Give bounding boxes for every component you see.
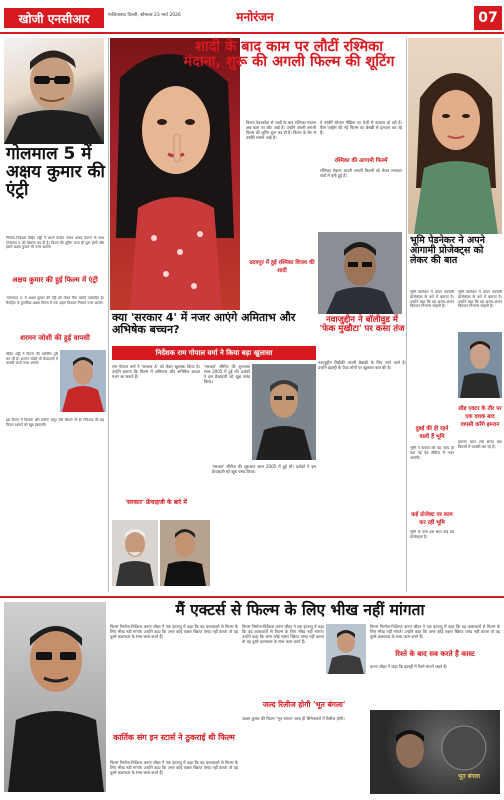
brand-logo: खोजी एनसीआर: [4, 8, 104, 28]
bottom-body-3: करण जौहर ने कहा कि इंडस्ट्री में रिश्ते मायने रखते हैं।: [370, 664, 448, 669]
bhumi-sub-imran: लीड एक्टर के तौर पर एक दशक बाद वापसी करेंगे इमरान: [458, 406, 502, 428]
bhumi-sub-dubai: दुबई की ही रहने वाली हैं भूमि: [415, 426, 449, 440]
bottom-body-2: अक्षय कुमार की फिल्म 'भूत बंगला' जल्द ही सिनेमाघरों में रिलीज होगी।: [242, 716, 345, 721]
bhumi-sub-projects: कई प्रोजेक्ट पर काम कर रहीं भूमि: [411, 512, 453, 526]
rashmika-photo: [110, 38, 240, 310]
center-body: विजय देवरकोंडा से शादी के बाद रश्मिका मंदाना अब काम पर लौट आई हैं। उन्होंने अपनी अगली फिल्म की शूटिंग शुरू कर दी है। फिल्म के सेट से तस्वीरें सामने आई हैं।: [246, 120, 316, 140]
amitabh-photo: [112, 520, 158, 586]
left-body-1: 'गोलमाल 5' में अक्षय कुमार की एंट्री को लेकर फैंस काफी उत्साहित हैं। रिपोर्ट्स के मुताबिक अक्षय फिल्म में एक अहम किरदार निभाते नजर आएंगे।: [6, 296, 104, 305]
bottom-body-c: फिल्म निर्माता-निर्देशक करण जौहर ने एक इंटरव्यू में कहा कि वह कलाकारों से फिल्म के लिए भीख नहीं मांगते। उन्होंने कहा कि अगर कोई एक्टर स्क्रिप्ट पसंद नहीं करता तो वह दूसरे कलाकार के साथ काम करते हैं।: [242, 624, 324, 644]
bottom-sub-bhoot: जल्द रिलीज होगी 'भूत बंगला': [262, 700, 346, 709]
imran-photo: [458, 332, 502, 398]
section-title: मनोरंजन: [236, 10, 274, 24]
abhishek-photo: [160, 520, 210, 586]
bhoot-bangla-poster: [370, 710, 500, 794]
karan-photo: [4, 602, 106, 792]
center-body-b: ये तस्वीरें सोशल मीडिया पर तेजी से वायरल हो रही हैं। फैंस एक्ट्रेस की नई फिल्म का बेसब्री से इंतजार कर रहे हैं।: [320, 120, 402, 135]
left-sub-sharman: शरमन जोशी की हुई वापसी: [20, 334, 90, 342]
bhumi-photo: [408, 38, 502, 234]
rgv-photo: [252, 364, 316, 460]
center-sub-films: रश्मिका की आगामी फिल्में: [334, 158, 388, 164]
left-body-2: रोहित शेट्टी ने फिल्म की कास्टिंग पूरी कर ली है। शरमन जोशी भी फ्रेंचाइजी में वापसी करते नजर आएंगे।: [6, 352, 58, 366]
sarkar-headline: क्या 'सरकार 4' में नजर आएंगे अमिताभ और अभिषेक बच्चन?: [112, 311, 296, 336]
bottom-sub-kartik: कार्तिक संग इन स्टार्स ने ठुकराई थी फिल्म: [113, 733, 235, 742]
bhumi-headline: भूमि पेडनेकर ने अपने आगामी प्रोजेक्ट्स को लेकर की बात: [410, 235, 485, 266]
bhumi-body-1: भूमि ने बताया कि वह जल्द ही एक नई वेब सीरीज में नजर आएंगी।: [410, 446, 454, 460]
poster-title: भूत बंगला: [457, 773, 481, 780]
center-body-2: रश्मिका मंदाना अपनी अगली फिल्मों को लेकर लगातार चर्चा में बनी हुई हैं।: [320, 168, 402, 178]
bottom-body-b: फिल्म निर्माता-निर्देशक करण जौहर ने एक इंटरव्यू में कहा कि वह कलाकारों से फिल्म के लिए भीख नहीं मांगते। उन्होंने कहा कि अगर कोई एक्टर स्क्रिप्ट पसंद नहीं करता तो वह दूसरे कलाकार के साथ काम करते हैं।: [110, 760, 238, 775]
left-sub-akshay: अक्षय कुमार की हुई फिल्म में एंट्री: [12, 276, 98, 284]
nawaz-body: नवाजुद्दीन सिद्दीकी अपनी बेबाकी के लिए जाने जाते हैं। उन्होंने इंडस्ट्री के फेक लोगों पर खुलकर बात की है।: [318, 360, 406, 370]
nawaz-photo: [318, 232, 402, 314]
page-number: 07: [474, 6, 502, 30]
bhumi-body-2: इमरान खान लंबे समय बाद फिल्मों में वापसी कर रहे हैं।: [458, 440, 502, 449]
bottom-headline: मैं एक्टर्स से फिल्म के लिए भीख नहीं मांगता: [175, 601, 425, 619]
nawaz-headline: नवाजुद्दीन ने बॉलीवुड में 'फेक मुखौटा' पर कसा तंज: [319, 315, 405, 334]
left-body-3: इस फिल्म में कियारा और करीना कपूर जैसे सितारे भी हैं। निर्देशक की यह फिल्म दर्शकों को खूब हंसाएगी।: [6, 418, 104, 427]
left-headline: गोलमाल 5 में अक्षय कुमार की एंट्री: [6, 144, 105, 200]
bhumi-body-b: भूमि पेडनेकर ने अपने आगामी प्रोजेक्ट्स के बारे में बताया है। उन्होंने कहा कि वह अलग-अलग किरदार निभाना चाहती हैं।: [458, 290, 502, 309]
bottom-body-d: फिल्म निर्माता-निर्देशक करण जौहर ने एक इंटरव्यू में कहा कि वह कलाकारों से फिल्म के लिए भीख नहीं मांगते। उन्होंने कहा कि अगर कोई एक्टर स्क्रिप्ट पसंद नहीं करता तो वह दूसरे कलाकार के साथ काम करते हैं।: [370, 624, 500, 639]
sarkar-body-2: 'सरकार' सीरीज की शुरुआत साल 2005 में हुई थी। दर्शकों ने इस फ्रेंचाइजी को खूब पसंद किया।: [204, 364, 250, 384]
bhumi-body-3: भूमि के पास इस साल कई बड़े प्रोजेक्ट्स हैं।: [410, 530, 454, 539]
bottom-body: फिल्म निर्माता-निर्देशक करण जौहर ने एक इंटरव्यू में कहा कि वह कलाकारों से फिल्म के लिए भीख नहीं मांगते। उन्होंने कहा कि अगर कोई एक्टर स्क्रिप्ट पसंद नहीं करता तो वह दूसरे कलाकार के साथ काम करते हैं।: [110, 624, 238, 639]
masthead: [0, 0, 504, 40]
date-line: गाजियाबाद दिल्ली, सोमवार 23 मार्च 2026: [108, 13, 181, 18]
sarkar-body-3: 'सरकार' सीरीज की शुरुआत साल 2005 में हुई थी। दर्शकों ने इस फ्रेंचाइजी को खूब पसंद किया।: [212, 464, 316, 474]
sharman-photo: [60, 350, 106, 412]
sarkar-body: राम गोपाल वर्मा ने 'सरकार 4' को लेकर खुलासा किया है। उन्होंने बताया कि फिल्म में अमिताभ और अभिषेक बच्चन नजर आ सकते हैं।: [112, 364, 200, 379]
bottom-sub-cast: रिश्ते के बाद सब करते हैं कास्ट: [395, 650, 475, 658]
center-headline: शादी के बाद काम पर लौटीं रश्मिका मंदाना, शुरू की अगली फिल्म की शूटिंग: [183, 39, 395, 71]
kartik-photo: [326, 624, 366, 674]
bhumi-body: भूमि पेडनेकर ने अपने आगामी प्रोजेक्ट्स के बारे में बताया है। उन्होंने कहा कि वह अलग-अलग किरदार निभाना चाहती हैं।: [410, 290, 454, 309]
left-lead-text: निर्माता-निर्देशक रोहित शेट्टी ने अपने फेवरेट एक्टर अजय देवगन के साथ गोलमाल 5 की घोषणा कर दी है। फिल्म की शूटिंग जल्द ही शुरू होगी और इसमें अक्षय कुमार भी नजर आएंगे।: [6, 236, 104, 250]
center-sub-udaipur: उदयपुर में हुई रश्मिका विजय की शादी: [249, 260, 315, 274]
sarkar-sub: 'सरकार' फ्रेंचाइजी के बारे में: [125, 499, 187, 506]
sarkar-bar: निर्देशक राम गोपाल वर्मा ने किया बड़ा खुलासा: [112, 346, 316, 360]
akshay-photo: [4, 38, 104, 144]
